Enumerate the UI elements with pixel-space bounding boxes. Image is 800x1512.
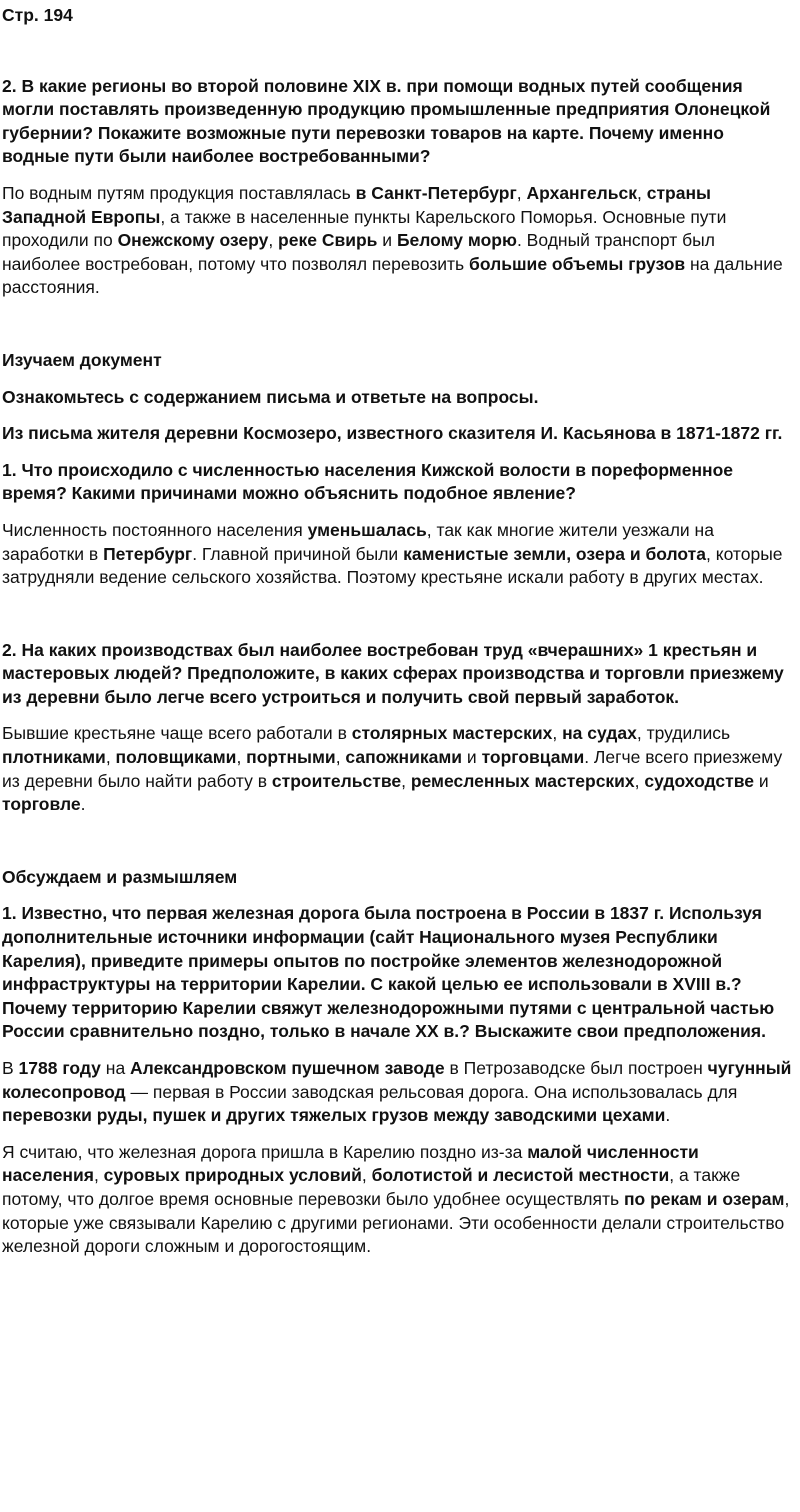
text-run: . Главной причиной были [192, 543, 404, 564]
text-run: и [462, 747, 482, 768]
section-heading: Из письма жителя деревни Космозеро, известного сказителя И. Касьянова в 1871-1872 гг. [2, 423, 783, 444]
text-run: , которые затрудняли ведение сельского хозяйства. Поэтому крестьяне искали работу в других местах. [2, 543, 783, 588]
text-run: , так как многие жители уезжали на заработки в [2, 519, 714, 564]
section-heading: Обсуждаем и размышляем [2, 866, 238, 887]
bold-phrase: Петербург [103, 543, 193, 564]
bold-phrase: реке Свирь [278, 230, 378, 251]
answer-paragraph [2, 1141, 796, 1259]
bold-phrase: портными [246, 747, 336, 768]
text-run: , [236, 747, 247, 768]
text-run: и [754, 770, 769, 791]
document-content [2, 75, 796, 1259]
text-run: , а также в населенные пункты Карельского Поморья. Основные пути проходили по [2, 206, 727, 251]
text-run: . [665, 1105, 671, 1126]
text-run: По водным путям продукция поставлялась [2, 182, 356, 203]
bold-phrase: столярных мастерских [351, 723, 553, 744]
text-run: и [377, 230, 397, 251]
bold-phrase: чугунный колесопровод [2, 1058, 792, 1102]
bold-phrase: половщиками [115, 747, 237, 768]
text-run: , [634, 770, 645, 791]
bold-phrase: в Санкт-Петербург [355, 182, 517, 203]
text-run: Я считаю, что железная дорога пришла в Карелию поздно из-за [2, 1141, 528, 1162]
text-run: , [105, 747, 116, 768]
answer-paragraph [2, 182, 796, 300]
question-paragraph: 1. Известно, что первая железная дорога была построена в России в 1837 г. Используя дополнительные источники информации (сайт Национального музея Республики Карелия), приведите примеры опытов по постройке элементов железнодорожной инфраструктуры на территории Карелии. С какой целью ее использовали в XVIII в.? Почему территорию Карелии свяжут железнодорожными путями с центральной частью России сравнительно поздно, только в начале XX в.? Выскажите свои предположения. [2, 903, 775, 1042]
question-paragraph: 2. В какие регионы во второй половине XIX в. при помощи водных путей сообщения могли поставлять произведенную продукцию промышленные предприятия Олонецкой губернии? Покажите возможные пути перевозки товаров на карте. Почему именно водные пути были наиболее востребованными? [2, 75, 771, 167]
answer-paragraph [2, 519, 796, 590]
text-run: на дальние расстояния. [2, 253, 783, 298]
bold-phrase: уменьшалась [307, 519, 427, 540]
answer-paragraph [2, 722, 796, 816]
text-run: , а также потому, что долгое время основные перевозки было удобнее осуществлять [2, 1165, 741, 1209]
text-run: В [2, 1058, 19, 1078]
section-heading: Изучаем документ [2, 349, 162, 370]
text-run: , [401, 770, 411, 791]
document-page [2, 4, 796, 1259]
bold-phrase: судоходстве [644, 770, 754, 791]
bold-phrase: болотистой и лесистой местности [371, 1165, 670, 1186]
text-run: , которые уже связывали Карелию с другими регионами. Эти особенности делали строительство железной дороги сложным и дорогостоящим. [2, 1188, 790, 1257]
text-run: , [637, 182, 647, 203]
text-run: , [516, 182, 527, 203]
bold-phrase: малой численности населения [2, 1141, 699, 1186]
bold-phrase: Александровском пушечном заводе [130, 1058, 445, 1078]
text-run: . Легче всего приезжему из деревни было найти работу в [2, 747, 783, 791]
bold-phrase: Онежскому озеру [117, 230, 269, 251]
bold-phrase: строительстве [271, 770, 402, 791]
text-run: на [100, 1058, 131, 1078]
question-paragraph: 1. Что происходило с численностью населения Кижской волости в пореформенное время? Какими причинами можно объяснить подобное явление? [2, 459, 734, 504]
bold-phrase: торговцами [481, 747, 585, 768]
bold-phrase: перевозки руды, пушек и других тяжелых грузов между заводскими цехами [2, 1105, 666, 1126]
page-number: Стр. 194 [2, 5, 73, 25]
text-run: , [93, 1165, 104, 1186]
text-run: Бывшие крестьяне чаще всего работали в [2, 723, 352, 744]
text-run: , [335, 747, 346, 768]
bold-phrase: Белому морю [396, 230, 517, 251]
text-run: , [552, 723, 563, 744]
bold-phrase: торговле [2, 794, 81, 815]
text-run: . [80, 794, 86, 815]
bold-phrase: сапожниками [345, 747, 463, 768]
bold-phrase: 1788 году [18, 1058, 101, 1078]
text-run: . Водный транспорт был наиболее востребован, потому что позволял перевозить [2, 230, 715, 274]
section-heading: Ознакомьтесь с содержанием письма и ответьте на вопросы. [2, 386, 539, 407]
bold-phrase: по рекам и озерам [623, 1188, 785, 1209]
bold-phrase: суровых природных условий [103, 1165, 362, 1186]
text-run: , трудились [636, 723, 731, 744]
bold-phrase: ремесленных мастерских [410, 770, 635, 791]
bold-phrase: Архангельск [526, 182, 638, 203]
answer-paragraph [2, 1057, 796, 1128]
text-run: Численность постоянного населения [2, 519, 308, 540]
bold-phrase: каменистые земли, озера и болота [403, 543, 706, 564]
bold-phrase: плотниками [2, 747, 106, 768]
question-paragraph: 2. На каких производствах был наиболее востребован труд «вчерашних» 1 крестьян и мастеровых людей? Предположите, в каких сферах производства и торговли приезжему из деревни было легче всего устроиться и получить свой первый заработок. [2, 639, 784, 707]
text-run: в Петрозаводске был построен [444, 1058, 708, 1078]
text-run: — первая в России заводская рельсовая дорога. Она использовалась для [125, 1081, 738, 1102]
text-run: , [268, 230, 279, 251]
bold-phrase: на судах [562, 723, 637, 744]
bold-phrase: страны Западной Европы [2, 182, 711, 227]
text-run: , [361, 1165, 372, 1186]
bold-phrase: большие объемы грузов [469, 253, 686, 274]
